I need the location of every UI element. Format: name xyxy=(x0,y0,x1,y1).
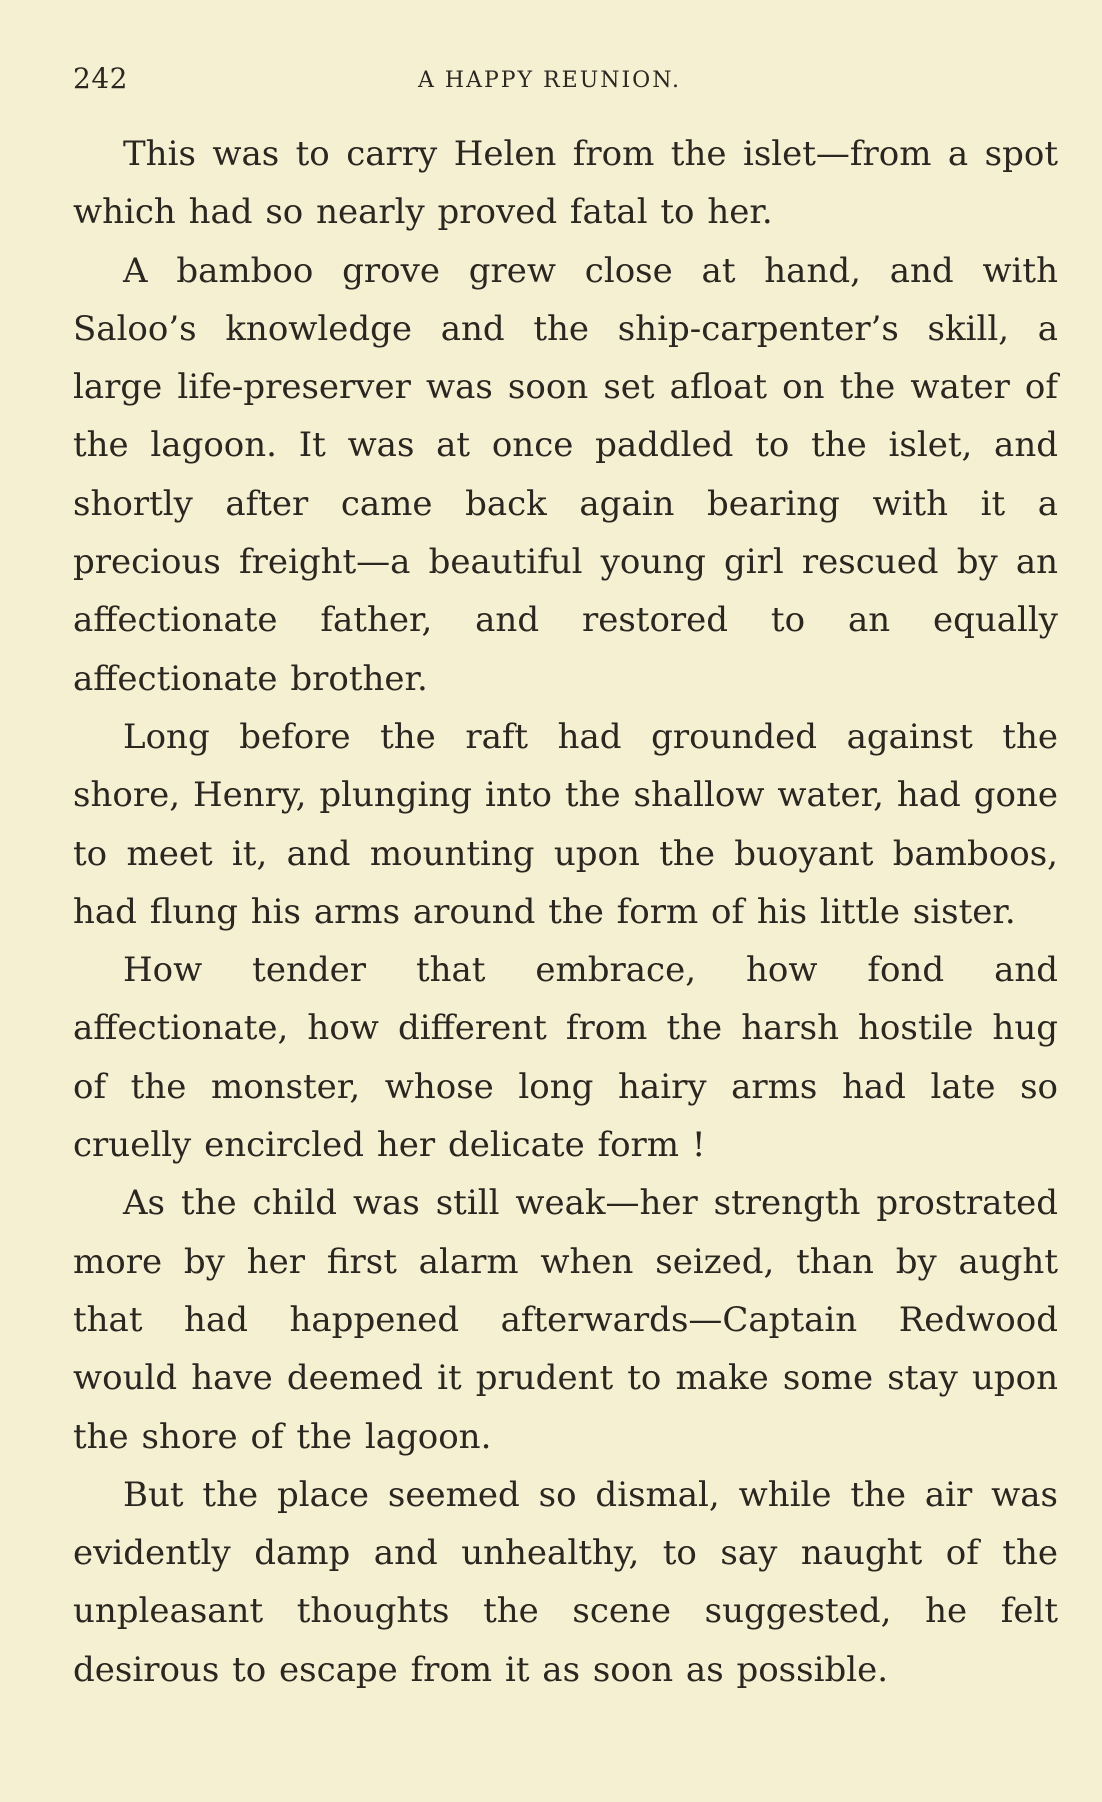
running-title: A HAPPY REUNION. xyxy=(418,68,682,93)
paragraph: Long before the raft had grounded against the shore, Henry, plunging into the shallow water, had gone to meet it, and mounting upon the buoyant bamboos, had flung his arms around the form of his little sister. xyxy=(73,716,1058,932)
paragraph: But the place seemed so dismal, while the air was evidently damp and unhealthy, to say naught of the unpleasant thoughts the scene suggested, he felt desirous to escape from it as soon as possible. xyxy=(73,1474,1058,1690)
paragraph: A bamboo grove grew close at hand, and with Saloo’s knowledge and the ship-carpenter’s skill, a large life-preserver was soon set afloat on the water of the lagoon. It was at once paddled to the islet, and shortly after came back again bearing with it a precious freight—a beautiful young girl rescued by an affectionate father, and restored to an equally affectionate brother. xyxy=(73,250,1058,699)
paragraph: How tender that embrace, how fond and affectionate, how different from the harsh hostile hug of the monster, whose long hairy arms had late so cruelly encircled her delicate form ! xyxy=(73,950,1058,1166)
page-header xyxy=(73,60,1063,100)
page-number: 242 xyxy=(73,62,128,95)
body-text xyxy=(73,125,1058,1699)
paragraph: As the child was still weak—her strength prostrated more by her first alarm when seized, than by aught that had happened afterwards—Captain Redwood would have deemed it prudent to make some stay upon the shore of the lagoon. xyxy=(73,1183,1058,1457)
paragraph: This was to carry Helen from the islet—from a spot which had so nearly proved fatal to her. xyxy=(73,134,1058,233)
